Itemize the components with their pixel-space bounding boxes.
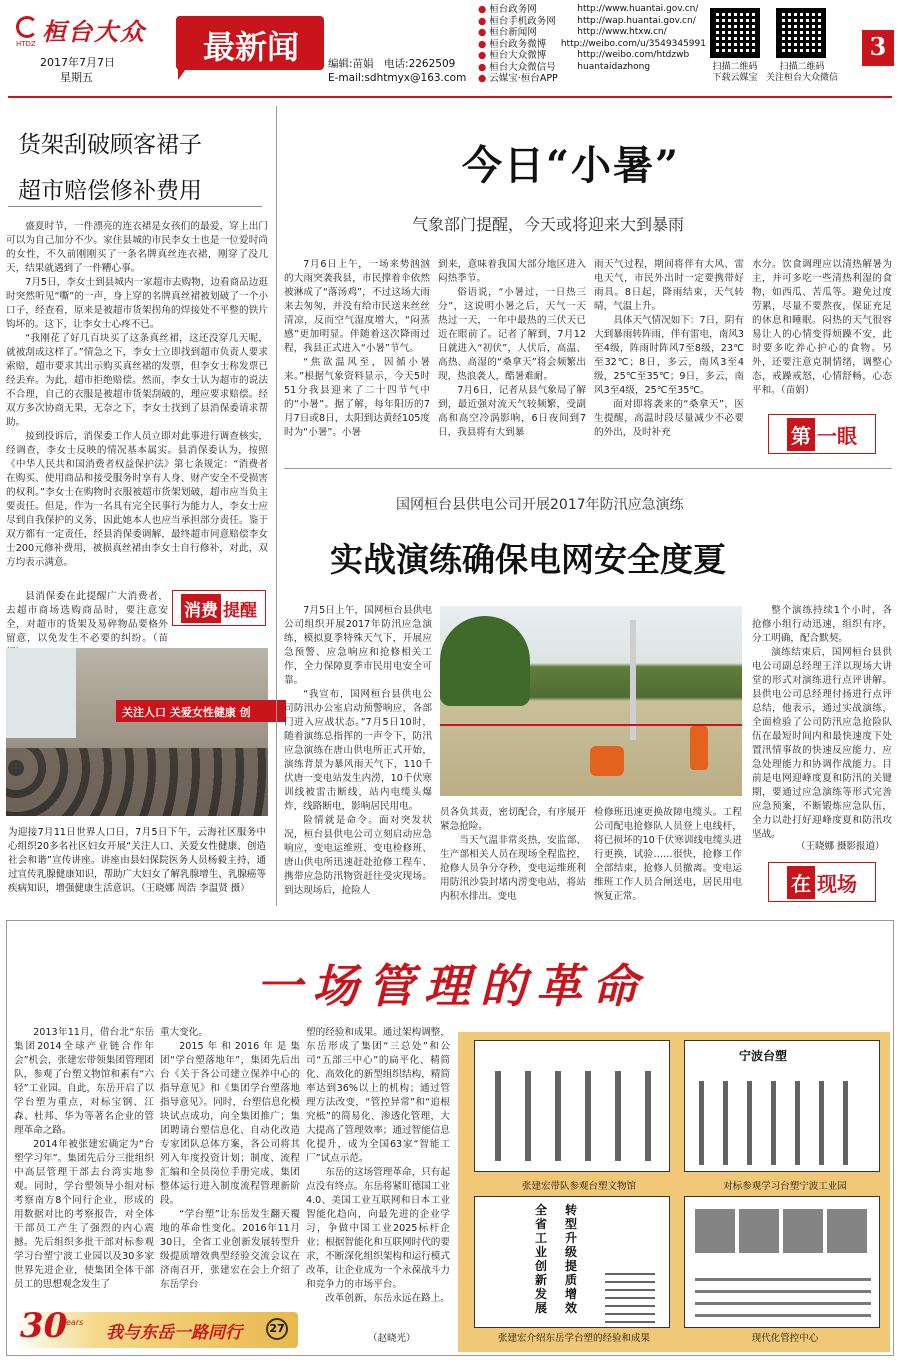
tag-consumer-tip [172, 590, 266, 626]
story4-byline: （赵晓光） [368, 1333, 416, 1344]
story3-colC: 检修班迅速更换故障电缆头。工程公司配电抢修队人员登上电线杆，将已损坏的10千伏寒训线电缆头进行更换，试验……很快，抢修工作全部结束，抢修人员撤离。变电运维班工作人员合闸送电，居民用电恢复正常。 [594, 807, 742, 902]
cap-control-center: 现代化管控中心 [751, 1333, 819, 1344]
media-link-name: 桓台政务微博 [489, 38, 547, 50]
photo2-worker [590, 746, 624, 776]
anniversary-slogan: 我与东岳一路同行 [106, 1323, 242, 1343]
story1-p5: 县消保委在此提醒广大消费者，去超市商场选购商品时，要注意安全，对超市的货架及易碎物品要格外留意，以免发生不必要的纠纷。（苗 [6, 591, 168, 644]
photo-health-lecture [6, 648, 268, 816]
story4-col2-p3: “学台塑”让东岳发生翻天覆地的革命性变化。2016年11月30日，全省工业创新发展转型升级提质增效典型经验交流会议在济南召开，张建宏在会上介绍了东岳学台 [160, 1209, 300, 1290]
story4-col3 [306, 1026, 450, 1324]
story4-headline: 一场管理的革命 [256, 959, 648, 1013]
story2-col2-p3: 7月6日，记者从县气象局了解到，最近强对流天气较频繁，受副高和高空冷涡影响，6日夜间到7日，我县将有大到暴 [438, 385, 586, 438]
page-number: 3 [869, 32, 887, 61]
photo1-audience [6, 748, 268, 816]
story2-col3-p2: 具体天气情况如下：7日，阴有大到暴雨转阵雨，伴有雷电，南风3至4级，阵雨时阵风7至8级，23℃至32℃；8日，多云，南风3至4级，25℃至35℃；9日，多云，南风3至4级，25℃至35℃。 [594, 315, 745, 396]
story2-col3-p1: 雨天气过程，期间将伴有大风、雷电天气，市民外出时一定要携带好雨具。8日起，降雨结束，天气转晴，气温上升。 [594, 259, 744, 312]
editor-email: E-mail:sdhtmyx@163.com [328, 72, 467, 84]
media-link-name: 桓台手机政务网 [489, 15, 556, 27]
story4-col1-p2: 2014年被张建宏确定为“台塑学习年”。集团先后分三批组织中高层管理干部去台湾实地参观。同时，学台塑领导小组对标考察南方8个同行企业，形成的用数据对比的考察报告，对全体干部员工产生了强烈的内心震撼。先后组织多批干部对标参观学习台塑宁波工业园以及30多家世界先进企业，使集团全体干部员工的思想观念发生了 [14, 1139, 154, 1290]
story3-colB [440, 806, 586, 910]
media-link-row [478, 39, 706, 51]
story4-col2-p2: 2015年和2016年是集团“学台塑落地年”，集团先后出台《关于各公司建立保养中心的指导意见》和《集团学台塑落地指导意见》。同时，台塑信息化模块试点成功，向全集团推广；集团聘请台塑信息化、自动化改造专家团队总体方案，各公司将其列入年度投资计划；制度、流程汇编和全员岗位手册完成，集团整体运行进入制度流程管理新阶段。 [160, 1041, 300, 1206]
story3-colB-p1: 员各负其责，密切配合，有序展开紧急抢险。 [440, 807, 586, 832]
tag-consumer-sub: 提醒 [223, 600, 257, 621]
issue-date: 2017年7月7日 [40, 56, 115, 69]
media-link-name: 桓台大众微博 [489, 50, 547, 61]
sketch-screens [695, 1209, 871, 1253]
masthead [0, 0, 900, 94]
media-link-name: 桓台新闻网 [489, 27, 537, 38]
tag-on-site-main: 在 [787, 866, 815, 899]
media-link-name: 桓台大众微信号 [489, 61, 556, 73]
story2-col2-p2: 俗语说，“小暑过，一日热三分”，这说明小暑之后，天气一天热过一天，一年中最热的三伏天已近在眼前了。记者了解到，7月12日就进入“初伏”，人伏后，高温、高热、高湿的“桑拿天”将会频繁出现，热浪袭人，酷暑难耐。 [438, 287, 586, 382]
media-link-row [478, 4, 706, 16]
banner-a: 全省工业创新发展 [535, 1203, 548, 1315]
story2-col2 [438, 258, 586, 450]
story3-kicker: 国网桓台县供电公司开展2017年防汛应急演练 [396, 497, 684, 513]
story2-col1 [284, 258, 430, 450]
qr-code-wechat [776, 8, 826, 58]
media-link-row [478, 73, 706, 85]
bullet-icon: ● [478, 4, 487, 15]
story2-col1-p1: 7月6日上午，一场来势汹汹的大雨突袭我县，市民撑着伞依然被淋成了“落汤鸡”，不过这场大雨来去匆匆，并没有给市民送来丝丝清凉，反而空气湿度增大，“闷蒸感”更加明显。伴随着这次降雨过程，我县正式进入“小暑”节气。 [284, 259, 430, 354]
photo1-caption-1: 为迎接7月11日世界人口日，7月5日下午，云海社区服务中心组织20多名社区妇女开展“关注人口、关爱女性健康、创造社会和谐”宣传讲座。 [8, 827, 266, 866]
media-link-name: 桓台政务网 [489, 4, 537, 15]
story3-colD-p1: 整个演练持续1个小时，各抢修小组行动迅速，组织有序，分工明确，配合默契。 [752, 605, 892, 644]
tag-consumer-main: 消费 [181, 594, 221, 623]
tag-first-look [768, 414, 876, 454]
media-link-value[interactable]: http://weibo.com/u/3549345991 [560, 38, 706, 49]
logo-sub: HTDZ [16, 40, 36, 48]
logo-text: 桓台大众 [42, 17, 146, 46]
bullet-icon: ● [478, 73, 487, 84]
story3-colD [752, 604, 892, 840]
story4-col3-p2: 东岳的这场管理革命，只有起点没有终点。东岳将紧盯德国工业4.0、美国工业互联网和日本工业智能化趋向，向最先进的企业学习，争做中国工业2025标杆企业；根据智能化和互联网时代的要求，不断深化组织架构和运行模式改革，让企业成为一个永葆战斗力和竞争力的市场平台。 [306, 1167, 450, 1290]
story2-col4: 水分。饮食调理应以清热解暑为主，并可多吃一些清热利湿的食物，如西瓜、苦瓜等。避免过度劳累，尽量不要熬夜，保证充足的休息和睡眠。闷热的天气很容易让人的心情变得烦躁不安，此时要多吃养心护心的食物。另外，还要注意克制情绪，调整心态，戒躁戒怒，心情舒畅，心态平和。（苗娟） [752, 259, 892, 396]
illustration-museum [474, 1040, 670, 1172]
media-link-value[interactable]: http://www.htxw.cn/ [577, 27, 667, 37]
story1-p3: “我刚花了好几百块买了这条真丝裙，这还没穿几天呢，就被刮成这样了。”情急之下，李女士立即找到超市负责人要求索赔，超市要求其出示购买真丝裙的发票，但李女士称发票已经丢弃。为此，超市拒绝赔偿。然而，李女士认为超市的说法不合理，自己的衣服是被超市货架刮破的，理应要求赔偿。经双方多次协商无果，无奈之下，李女士找到了县消保委请求帮助。 [6, 333, 268, 428]
sketch-podium [605, 1267, 655, 1323]
section-box-tail [178, 66, 188, 80]
bullet-icon: ● [478, 50, 487, 61]
anniversary-30: 30 [20, 1306, 68, 1346]
story1-p1: 盛夏时节，一件漂亮的连衣裙是女孩们的最爱，穿上出门可以为自己加分不少。家住县城的市民李女士也是一位爱时尚的女性，不久前刚刚买了一条名牌真丝连衣裙，刚穿了没几天，结果就遇到了一件糟心事。 [6, 221, 268, 274]
media-link-row [478, 16, 706, 28]
anniversary-years: Years [62, 1318, 84, 1327]
bullet-icon: ● [478, 27, 487, 38]
sketch-figures-1 [495, 1071, 651, 1161]
illustration-control-center [684, 1196, 880, 1328]
story2-subhead: 气象部门提醒，今天或将迎来大到暴雨 [412, 215, 685, 234]
story2-col1-p2: “焦欲温风至，因循小暑来。”根据气象资料显示，今天5时51分我县迎来了二十四节气中的“小暑”。据了解，每年阳历的7月7日或8日，太阳到达黄经105度时为“小暑”。小暑 [284, 357, 430, 438]
media-link-row [478, 27, 706, 39]
photo2-pole [630, 620, 636, 740]
illustration-ningbo [684, 1040, 880, 1172]
media-link-value[interactable]: huantaidazhong [577, 61, 651, 72]
story3-colD-p2: 演练结束后，国网桓台县供电公司副总经理王洋以现场大讲堂的形式对演练进行点评讲解。县供电公司总经理付扬进行点评总结，他表示，通过实战演练，全面检验了公司防汛应急抢险队伍在最短时间内和最快速度下处置汛情事故的快速反应能力、应急处理能力和协调作战能力。目前是电网迎峰度夏和防汛的关键期，要通过应急演练等形式完善应急预案，不断锻炼应急队伍，全力以赴打好迎峰度夏和防汛攻坚战。 [752, 647, 892, 840]
story2-headline: 今日“小暑” [462, 142, 681, 189]
column-divider [276, 106, 277, 906]
sketch-sign-ningbo: 宁波台塑 [739, 1049, 788, 1063]
story3-colA [284, 604, 432, 910]
photo-power-drill [440, 606, 742, 796]
story4-col2 [160, 1026, 300, 1326]
cap-museum: 张建宏带队参观台塑文物馆 [521, 1181, 636, 1192]
story3-byline: （王晓娜 摄影报道） [796, 841, 885, 852]
story4-col3-p1: 塑的经验和成果。通过架构调整，东岳形成了集团“三总处”和公司“五部三中心”的扁平化、精简化、高效化的新型组织结构，精简率达到36%以上的机构；通过管理方法改变，“管控异常”和“追根究柢”的简易化、渗透化管理，大大提高了管理效率；通过智能信息化提升，成为全国63家“智能工厂”试点示范。 [306, 1027, 450, 1164]
story1-body [6, 220, 268, 590]
logo-icon [16, 16, 38, 38]
qr-code-download [710, 8, 760, 58]
anniversary-number: 27 [269, 1322, 285, 1335]
story3-colB-p2: 当天气温非常炎热，安监部、生产部相关人员在现场全程监控，抢修人员争分夺秒，变电运维班利用防汛沙袋封堵内涝变电站，将站内积水排出。变电 [440, 835, 586, 902]
tag-on-site [768, 862, 876, 902]
story4-col1 [14, 1026, 154, 1308]
photo1-banner-text: 关注人口 关爱女性健康 创 [122, 706, 251, 719]
media-link-value[interactable]: http://wap.huantai.gov.cn/ [577, 15, 696, 26]
photo2-worker-2 [690, 726, 708, 770]
bullet-icon: ● [478, 38, 487, 50]
media-link-name: 云媒宝·桓台APP [489, 73, 558, 84]
bullet-icon: ● [478, 61, 487, 73]
story3-colA-p2: “我宣布，国网桓台县供电公司防汛办公室启动预警响应，各部门进入应战状态。”7月5日10时，随着演练总指挥的一声令下，防汛应急演练在唐山供电所正式开始，演练背景为暴风雨天气下，110千伏唐一变电站发生内涝，10千伏寒训线被雷击断线，站内电缆头爆炸，线路断电，影响居民用电。 [284, 689, 432, 812]
media-link-list [478, 4, 706, 85]
media-link-row [478, 50, 706, 62]
photo2-fence [440, 724, 742, 726]
tag-first-look-main: 第 [787, 418, 815, 451]
story2-col2-p1: 到来，意味着我国大部分地区进入闷热季节。 [438, 259, 586, 284]
qr-caption-download: 扫描二维码 下载云媒宝 [712, 62, 758, 83]
cap-speech: 张建宏介绍东岳学台塑的经验和成果 [497, 1333, 650, 1344]
issue-weekday: 星期五 [60, 71, 93, 84]
story4-col1-p1: 2013年11月，借台北“东岳集团2014全球产业链合作年会”机会，张建宏带领集团管理团队，参观了台塑文物馆和素有“六轻”工业园。自此，东岳开启了以学台塑为重点，对标宝钢、江森、杜邦、华为等著名企业的管理革命之路。 [14, 1027, 154, 1136]
tag-on-site-sub: 现场 [817, 871, 857, 896]
section-title: 最新闻 [202, 28, 299, 66]
sketch-figures-2 [699, 1081, 867, 1165]
media-link-value[interactable]: http://www.huantai.gov.cn/ [577, 4, 699, 14]
media-link-value[interactable]: http://weibo.com/htdzwb [577, 50, 690, 60]
photo1-window [6, 648, 76, 738]
photo1-caption-2: 讲座由县妇保院医务人员杨毅主持，通过宣传乳腺健康知识，帮助广大妇女了解乳腺增生、乳腺癌等疾病知识，增强健康生活意识。（王晓娜 周浩 李温贤 摄） [8, 855, 266, 894]
media-link-row [478, 62, 706, 74]
story3-colA-p3: 险情就是命令。面对突发状况，桓台县供电公司立刻启动应急响应，变电运维班、变电检修班、唐山供电所迅速赶赴抢修工程车、携带应急防汛物资赶往受灾现场。到达现场后，抢险人 [284, 815, 432, 896]
story1-p2: 7月5日，李女士到县城内一家超市去购物，边看商品边逛时突然听见“嘶”的一声，身上穿的名牌真丝裙被划破了一个小口子，经查看，原来是被超市货架拐角的焊接处不平整的铁片钩坏的。这下，让李女士心疼不已。 [6, 277, 268, 330]
bullet-icon: ● [478, 15, 487, 27]
masthead-rule [8, 96, 892, 98]
qr-caption-wechat: 扫描二维码 关注桓台大众微信 [765, 62, 838, 83]
illustration-speech [474, 1196, 670, 1328]
photo1-caption [8, 826, 266, 912]
story1-headline-1: 货架刮破顾客裙子 [18, 132, 202, 158]
banner-b: 转型升级提质增效 [565, 1203, 578, 1315]
cap-ningbo: 对标参观学习台塑宁波工业园 [723, 1181, 847, 1192]
story2-col3 [594, 258, 744, 450]
story4-col3-p3: 改革创新，东岳永远在路上。 [325, 1293, 450, 1304]
photo2-tree [440, 616, 530, 706]
story3-headline: 实战演练确保电网安全度夏 [330, 540, 726, 579]
story1-headline-2: 超市赔偿修补费用 [18, 178, 202, 204]
story1-p4: 接到投诉后，消保委工作人员立即对此事进行调查核实，经调查，李女士反映的情况基本属实。县消保委认为，按照《中华人民共和国消费者权益保护法》第七条规定：“消费者在购买、使用商品和接受服务时享有人身、财产安全不受损害的权利。”李女士在购物时衣服被超市货架划破，超市应当负主要责任。但是，作为一名具有完全民事行为能力人，李女士应尽到自我保护的义务，因此她本人也应当承担部分责任。鉴于双方都有一定责任，经县消保委调解，最终超市同意赔偿李女士200元修补费用，被损真丝裙由李女士自行修补，对此，双方均表示满意。 [6, 431, 268, 568]
sketch-desks [695, 1277, 871, 1317]
story3-rule [284, 468, 892, 469]
editor-info: 编辑:苗娟 电话:2262509 [328, 58, 456, 70]
story3-colA-p1: 7月5日上午，国网桓台县供电公司组织开展2017年防汛应急演练，模拟夏季特殊天气下，开展应急预警、应急响应和抢修相关工作，全力保障夏季市民用电安全可靠。 [284, 605, 432, 686]
story1-rule [8, 206, 262, 207]
story4-col2-p1: 重大变化。 [160, 1027, 208, 1038]
tag-first-look-sub: 一眼 [817, 423, 857, 448]
story2-col3-p3: 面对即将袭来的“桑拿天”，医生提醒，高温时段尽量减少不必要的外出，及时补充 [594, 399, 744, 438]
